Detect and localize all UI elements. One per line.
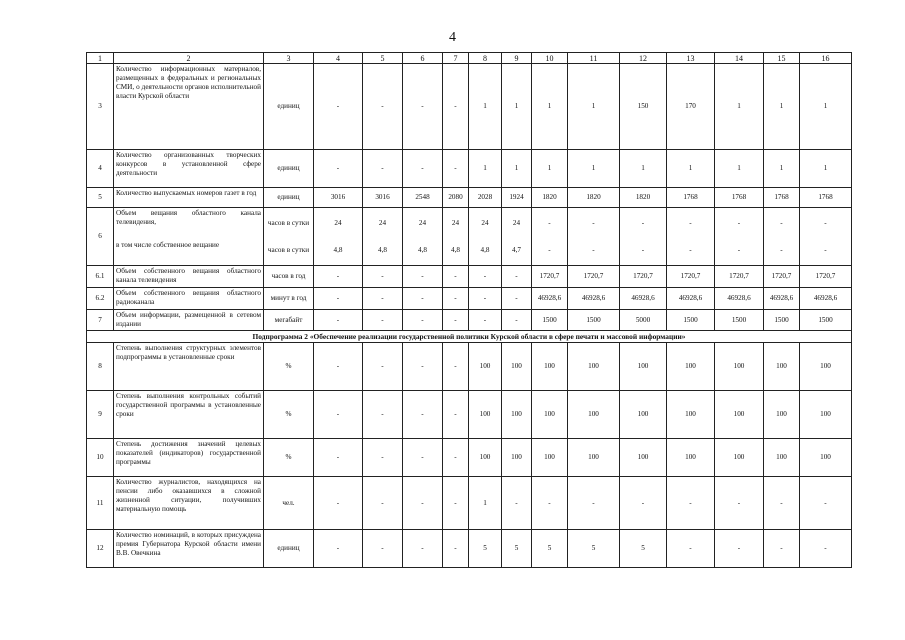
value-cell: 5 [502, 530, 532, 568]
value-cell: 100 [800, 439, 852, 477]
value-cell: 46928,6 [764, 288, 800, 310]
value-cell: 1720,7 [532, 266, 568, 288]
value-cell: 1500 [532, 310, 568, 331]
value-cell: - [800, 477, 852, 530]
value-cell: 1 [469, 150, 502, 188]
value-cell: - [403, 439, 443, 477]
value-cell [568, 208, 620, 266]
value-part: 24 [481, 218, 489, 227]
value-cell: 5 [568, 530, 620, 568]
row-number-cell: 6.1 [87, 266, 114, 288]
value-cell: - [403, 530, 443, 568]
value-subpart: - [689, 245, 692, 254]
unit-cell: % [264, 343, 314, 391]
value-cell: 1768 [764, 188, 800, 208]
column-number-cell: 7 [443, 53, 469, 64]
value-cell: 1720,7 [620, 266, 667, 288]
value-cell: - [443, 266, 469, 288]
unit-cell: % [264, 439, 314, 477]
value-cell: - [443, 391, 469, 439]
value-cell: - [800, 530, 852, 568]
indicator-name-cell: Объем собственного вещания областного канала телевидения [114, 266, 264, 288]
value-cell: - [314, 391, 363, 439]
value-cell: - [568, 477, 620, 530]
value-part: - [824, 218, 827, 227]
value-part: - [737, 218, 741, 227]
value-cell [314, 208, 363, 266]
value-cell [502, 208, 532, 266]
value-cell: 1820 [620, 188, 667, 208]
row-number-cell: 3 [87, 64, 114, 150]
unit-cell: единиц [264, 150, 314, 188]
value-cell: - [667, 477, 715, 530]
value-cell: 150 [620, 64, 667, 150]
value-cell: 1 [764, 64, 800, 150]
page-number: 4 [449, 30, 456, 45]
indicator-name-cell: Степень достижения значений целевых показателей (индикаторов) государственной программы [114, 439, 264, 477]
value-cell: 1 [568, 150, 620, 188]
unit-cell [264, 208, 314, 266]
value-cell: - [443, 439, 469, 477]
indicator-name-cell: Объем информации, размещенной в сетевом издании [114, 310, 264, 331]
value-cell: - [443, 288, 469, 310]
value-cell: - [363, 477, 403, 530]
value-cell: 1 [620, 150, 667, 188]
value-cell [800, 208, 852, 266]
indicator-name-part: Объем вещания областного канала телевидения, [116, 209, 261, 226]
value-cell: - [363, 391, 403, 439]
value-cell: - [715, 530, 764, 568]
value-cell: 1500 [764, 310, 800, 331]
value-cell: 100 [764, 439, 800, 477]
value-cell: - [502, 266, 532, 288]
row-number-cell: 12 [87, 530, 114, 568]
value-subpart: часов в сутки [267, 245, 310, 254]
value-cell: 1768 [715, 188, 764, 208]
value-cell: - [403, 343, 443, 391]
value-part: 24 [451, 218, 460, 227]
table-row [87, 530, 852, 568]
value-cell: - [469, 266, 502, 288]
value-cell: 46928,6 [800, 288, 852, 310]
value-cell: 1720,7 [800, 266, 852, 288]
row-number-cell: 9 [87, 391, 114, 439]
column-number-cell: 14 [715, 53, 764, 64]
value-cell: - [403, 477, 443, 530]
value-cell: - [403, 391, 443, 439]
value-cell: 3016 [363, 188, 403, 208]
value-cell: - [363, 150, 403, 188]
value-part: - [689, 218, 692, 227]
value-cell: 1720,7 [667, 266, 715, 288]
column-number-cell: 16 [800, 53, 852, 64]
value-cell: 100 [568, 343, 620, 391]
value-cell: - [314, 266, 363, 288]
table-row [87, 310, 852, 331]
column-number-cell: 12 [620, 53, 667, 64]
value-cell: 1 [764, 150, 800, 188]
indicator-name-cell: Количество номинаций, в которых присуждена премия Губернатора Курской области имени В.В. Овечкина [114, 530, 264, 568]
table-row [87, 439, 852, 477]
value-cell: - [314, 530, 363, 568]
value-cell: 100 [715, 391, 764, 439]
indicator-name-cell: Степень выполнения структурных элементов подпрограммы в установленные сроки [114, 343, 264, 391]
unit-cell: чел. [264, 477, 314, 530]
value-cell: - [532, 477, 568, 530]
value-cell: 1720,7 [764, 266, 800, 288]
value-cell: - [443, 343, 469, 391]
value-part: часов в сутки [267, 218, 310, 227]
value-cell: - [469, 288, 502, 310]
row-number-cell: 10 [87, 439, 114, 477]
value-cell: 2028 [469, 188, 502, 208]
value-cell: 100 [532, 343, 568, 391]
unit-cell: минут в год [264, 288, 314, 310]
value-cell: 1768 [667, 188, 715, 208]
value-cell: - [363, 439, 403, 477]
value-cell: 100 [667, 439, 715, 477]
value-cell: 1500 [800, 310, 852, 331]
value-subpart: 4,8 [378, 245, 387, 254]
value-cell: 100 [715, 439, 764, 477]
column-number-cell: 4 [314, 53, 363, 64]
value-cell: 100 [620, 391, 667, 439]
value-cell: - [363, 288, 403, 310]
value-cell: 100 [764, 391, 800, 439]
value-cell: 100 [469, 343, 502, 391]
table-row [87, 266, 852, 288]
column-number-cell: 10 [532, 53, 568, 64]
subprogram-row [87, 331, 852, 343]
value-cell [443, 208, 469, 266]
value-part: - [780, 218, 783, 227]
value-cell: 100 [800, 391, 852, 439]
value-cell: 1820 [532, 188, 568, 208]
value-subpart: 4,8 [451, 245, 460, 254]
value-cell: 5 [532, 530, 568, 568]
value-cell: 1 [800, 64, 852, 150]
value-cell: - [314, 64, 363, 150]
column-number-cell: 15 [764, 53, 800, 64]
row-number-cell: 6.2 [87, 288, 114, 310]
value-cell: - [363, 266, 403, 288]
indicators-table [86, 52, 852, 568]
column-number-cell: 2 [114, 53, 264, 64]
header-row [87, 53, 852, 64]
value-part: - [641, 218, 645, 227]
value-cell: 1768 [800, 188, 852, 208]
value-cell: - [363, 343, 403, 391]
value-cell: 1 [715, 64, 764, 150]
value-cell: 1720,7 [715, 266, 764, 288]
value-cell: 100 [469, 391, 502, 439]
value-cell: - [620, 477, 667, 530]
column-number-cell: 8 [469, 53, 502, 64]
value-cell: - [314, 150, 363, 188]
value-cell: - [314, 477, 363, 530]
value-cell: - [403, 64, 443, 150]
value-subpart: - [780, 245, 783, 254]
unit-cell: % [264, 391, 314, 439]
value-cell: - [403, 150, 443, 188]
value-cell: - [314, 310, 363, 331]
table-row [87, 343, 852, 391]
value-cell: 1 [502, 64, 532, 150]
indicator-name-cell: Количество выпускаемых номеров газет в год [114, 188, 264, 208]
value-cell: - [403, 266, 443, 288]
value-cell [715, 208, 764, 266]
value-cell [532, 208, 568, 266]
indicator-name-cell: Количество журналистов, находящихся на пенсии либо оказавшихся в сложной жизненной ситуации, получивших материальную помощь [114, 477, 264, 530]
value-cell: - [443, 477, 469, 530]
value-cell: - [469, 310, 502, 331]
indicator-name-subpart: в том числе собственное вещание [116, 241, 220, 249]
value-cell: - [363, 64, 403, 150]
value-cell: 1500 [667, 310, 715, 331]
value-cell: - [403, 310, 443, 331]
value-cell: - [443, 310, 469, 331]
table-row [87, 208, 852, 266]
column-number-cell: 5 [363, 53, 403, 64]
value-cell [469, 208, 502, 266]
column-number-cell: 13 [667, 53, 715, 64]
value-cell: 1 [532, 64, 568, 150]
indicator-name-cell: Количество организованных творческих конкурсов в установленной сфере деятельности [114, 150, 264, 188]
row-number-cell: 7 [87, 310, 114, 331]
subprogram-title: Подпрограмма 2 «Обеспечение реализации государственной политики Курской области в сфере печати и массовой информации» [87, 331, 852, 343]
value-cell: - [443, 150, 469, 188]
value-cell: - [363, 310, 403, 331]
value-cell: - [502, 310, 532, 331]
value-cell: 1924 [502, 188, 532, 208]
indicator-name-cell [114, 208, 264, 266]
value-cell: 2548 [403, 188, 443, 208]
unit-cell: единиц [264, 530, 314, 568]
row-number-cell: 4 [87, 150, 114, 188]
value-cell: 2080 [443, 188, 469, 208]
value-part: - [548, 218, 551, 227]
value-part: 24 [418, 218, 427, 227]
value-subpart: - [592, 245, 595, 254]
value-cell: 100 [667, 343, 715, 391]
value-cell: 100 [620, 343, 667, 391]
table-row [87, 64, 852, 150]
value-cell: - [403, 288, 443, 310]
value-subpart: 4,7 [512, 245, 521, 254]
value-cell: 100 [532, 391, 568, 439]
value-cell: 1500 [715, 310, 764, 331]
value-cell: 1 [800, 150, 852, 188]
row-number-cell: 5 [87, 188, 114, 208]
value-cell: - [715, 477, 764, 530]
row-number-cell: 6 [87, 208, 114, 266]
value-cell: - [764, 477, 800, 530]
value-cell: 1720,7 [568, 266, 620, 288]
value-cell: 100 [620, 439, 667, 477]
value-cell: 100 [568, 391, 620, 439]
value-cell: 46928,6 [715, 288, 764, 310]
table-row [87, 188, 852, 208]
value-cell: 46928,6 [620, 288, 667, 310]
value-subpart: - [737, 245, 741, 254]
value-cell: 5000 [620, 310, 667, 331]
value-cell: 100 [667, 391, 715, 439]
value-cell: 1 [532, 150, 568, 188]
value-cell: 100 [502, 391, 532, 439]
table-row [87, 288, 852, 310]
row-number-cell: 8 [87, 343, 114, 391]
value-cell [667, 208, 715, 266]
value-cell: 5 [469, 530, 502, 568]
value-cell: - [502, 288, 532, 310]
value-cell: - [314, 288, 363, 310]
value-cell: - [314, 439, 363, 477]
value-cell: 100 [568, 439, 620, 477]
unit-cell: единиц [264, 188, 314, 208]
row-number-cell: 11 [87, 477, 114, 530]
value-part: 24 [334, 218, 342, 227]
indicator-name-cell: Объем собственного вещания областного радиоканала [114, 288, 264, 310]
value-part: 24 [512, 218, 521, 227]
unit-cell: единиц [264, 64, 314, 150]
value-cell [620, 208, 667, 266]
value-subpart: - [641, 245, 645, 254]
column-number-cell: 11 [568, 53, 620, 64]
value-cell: 46928,6 [532, 288, 568, 310]
value-subpart: - [824, 245, 827, 254]
value-cell: - [314, 343, 363, 391]
value-cell: 46928,6 [568, 288, 620, 310]
unit-cell: часов в год [264, 266, 314, 288]
table-row [87, 391, 852, 439]
value-cell: 3016 [314, 188, 363, 208]
value-cell: - [667, 530, 715, 568]
value-cell: 1820 [568, 188, 620, 208]
value-cell: - [502, 477, 532, 530]
value-cell: 1 [568, 64, 620, 150]
value-part: 24 [378, 218, 387, 227]
value-cell [764, 208, 800, 266]
value-cell: 100 [502, 439, 532, 477]
column-number-cell: 1 [87, 53, 114, 64]
value-subpart: 4,8 [333, 245, 343, 254]
column-number-cell: 9 [502, 53, 532, 64]
value-cell: 100 [764, 343, 800, 391]
value-cell: 1500 [568, 310, 620, 331]
value-cell: 46928,6 [667, 288, 715, 310]
value-cell [403, 208, 443, 266]
value-cell [363, 208, 403, 266]
table-row [87, 477, 852, 530]
value-cell: 1 [715, 150, 764, 188]
value-cell: 100 [469, 439, 502, 477]
value-cell: 170 [667, 64, 715, 150]
value-cell: 100 [532, 439, 568, 477]
column-number-cell: 6 [403, 53, 443, 64]
value-cell: 1 [469, 64, 502, 150]
value-cell: 5 [620, 530, 667, 568]
value-cell: - [443, 64, 469, 150]
value-cell: 1 [502, 150, 532, 188]
value-cell: 1 [667, 150, 715, 188]
value-cell: 1 [469, 477, 502, 530]
column-number-cell: 3 [264, 53, 314, 64]
value-subpart: 4,8 [480, 245, 490, 254]
value-cell: - [443, 530, 469, 568]
value-cell: 100 [800, 343, 852, 391]
indicator-name-cell: Количество информационных материалов, размещенных в федеральных и региональных СМИ, о деятельности органов исполнительной власти Курской области [114, 64, 264, 150]
value-subpart: 4,8 [418, 245, 427, 254]
value-cell: - [764, 530, 800, 568]
value-cell: 100 [715, 343, 764, 391]
value-cell: - [363, 530, 403, 568]
value-part: - [592, 218, 595, 227]
unit-cell: мегабайт [264, 310, 314, 331]
value-cell: 100 [502, 343, 532, 391]
indicator-name-cell: Степень выполнения контрольных событий государственной программы в установленные сроки [114, 391, 264, 439]
table-row [87, 150, 852, 188]
value-subpart: - [548, 245, 551, 254]
